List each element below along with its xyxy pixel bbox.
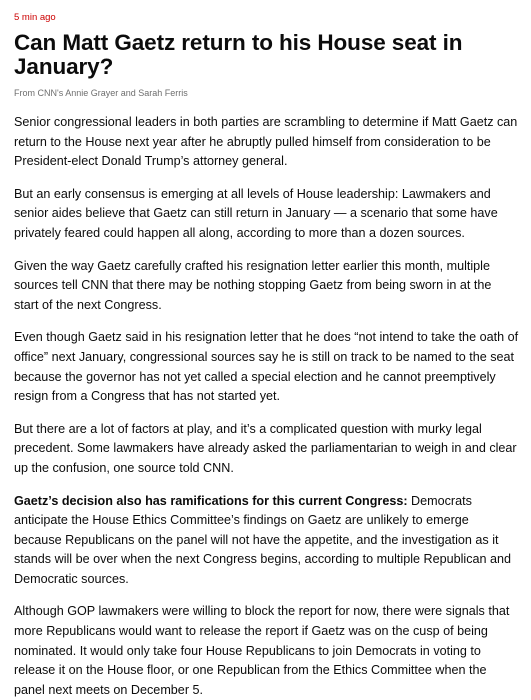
paragraph-text: But an early consensus is emerging at all levels of House leadership: Lawmakers and senior aides believe that Gaetz can still return in January — a scenario that some have privately feared could happen all along, according to more than a dozen sources. (14, 186, 498, 240)
byline: From CNN's Annie Grayer and Sarah Ferris (14, 88, 188, 98)
paragraph-1 (14, 113, 519, 172)
paragraph-lead: Gaetz’s decision also has ramifications for this current Congress: (14, 493, 408, 508)
paragraph-5 (14, 420, 519, 479)
headline: Can Matt Gaetz return to his House seat in January? (14, 30, 463, 79)
paragraph-3 (14, 257, 519, 316)
paragraph-text: But there are a lot of factors at play, and it’s a complicated question with murky legal precedent. Some lawmakers have already asked the parliamentarian to weigh in and clear up the confusion, one source told CNN. (14, 421, 517, 475)
paragraph-text: Democrats anticipate the House Ethics Committee’s findings on Gaetz are unlikely to emerge because Republicans on the panel will not have the appetite, and the investigation as it stands will be over when the next Congress begins, according to multiple Republican and Democratic sources. (14, 493, 512, 586)
paragraph-text: Even though Gaetz said in his resignation letter that he does “not intend to take the oath of office” next January, congressional sources say he is still on track to be named to the seat because the governor has not yet called a special election and he cannot preemptively resign from a Congress that has not started yet. (14, 330, 519, 404)
paragraph-2 (14, 185, 519, 244)
timestamp: 5 min ago (14, 12, 56, 23)
paragraph-6 (14, 492, 519, 590)
paragraph-4 (14, 328, 519, 406)
paragraph-text: Senior congressional leaders in both parties are scrambling to determine if Matt Gaetz can return to the House next year after he abruptly pulled himself from consideration to be President-elect Donald Trump’s attorney general. (14, 115, 518, 169)
paragraph-7 (14, 602, 519, 700)
paragraph-text: Although GOP lawmakers were willing to block the report for now, there were signals that more Republicans would want to release the report if Gaetz was on the cusp of being nominated. It would only take four House Republicans to join Democrats in voting to release it on the House floor, or one Republican from the Ethics Committee when the panel next meets on December 5. (14, 604, 510, 697)
paragraph-text: Given the way Gaetz carefully crafted his resignation letter earlier this month, multiple sources tell CNN that there may be nothing stopping Gaetz from being sworn in at the start of the next Congress. (14, 258, 492, 312)
